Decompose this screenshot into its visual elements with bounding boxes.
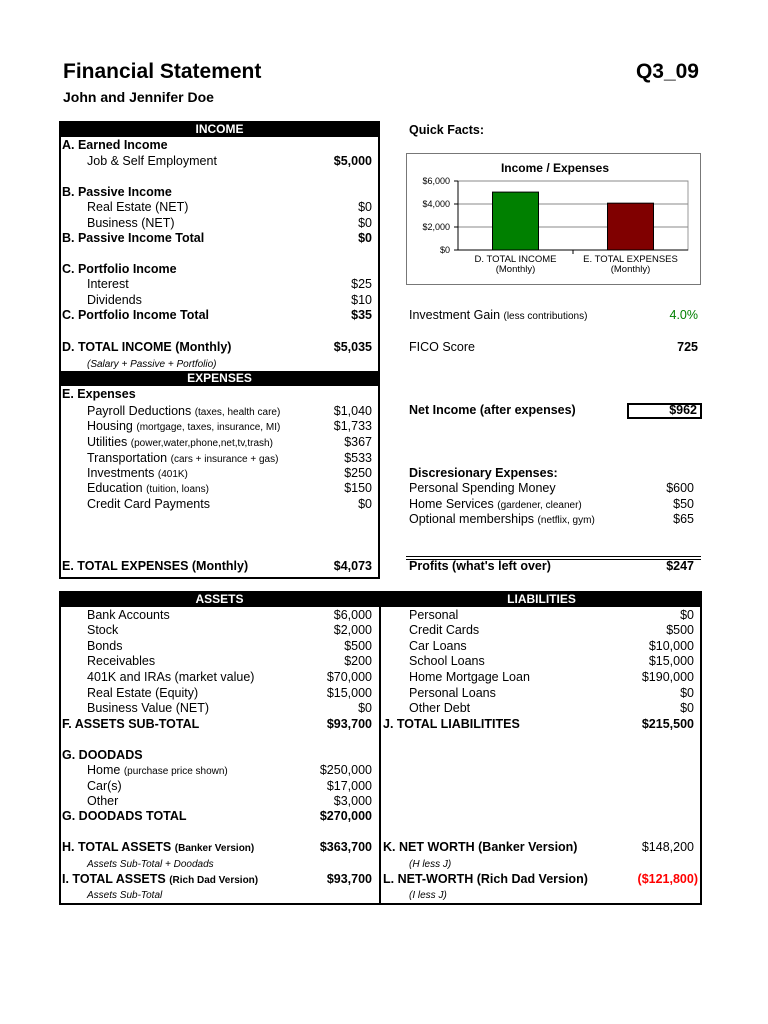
earned-income-label: A. Earned Income xyxy=(62,138,168,152)
chart-canvas xyxy=(407,154,700,284)
net-worth-rich-value: ($121,800) xyxy=(637,872,698,886)
portfolio-income-label: C. Portfolio Income xyxy=(62,262,177,276)
interest-value: $25 xyxy=(351,277,372,291)
doodad-note: (purchase price shown) xyxy=(123,766,228,777)
passive-total-label: B. Passive Income Total xyxy=(62,231,205,245)
expense-value: $367 xyxy=(344,435,372,449)
liability-value: $0 xyxy=(680,686,694,700)
real-estate-label: Real Estate (NET) xyxy=(87,200,189,214)
quarter-label: Q3_09 xyxy=(635,60,699,83)
total-assets-rich xyxy=(62,872,258,888)
x-tick-label: D. TOTAL INCOME xyxy=(474,254,557,265)
investment-gain xyxy=(409,308,587,324)
doodad-value: $3,000 xyxy=(333,794,372,808)
asset-label: Real Estate (Equity) xyxy=(87,686,199,700)
investment-gain-note: (less contributions) xyxy=(503,311,588,322)
expense-label: Utilities xyxy=(87,435,128,449)
liability-value: $10,000 xyxy=(648,639,694,653)
doodads-total-value: $270,000 xyxy=(319,809,372,823)
net-worth-banker-note: (H less J) xyxy=(409,859,452,870)
disc-label: Optional memberships xyxy=(409,512,535,526)
expense-value: $1,040 xyxy=(333,404,372,418)
expense-label: Investments xyxy=(87,466,155,480)
expense-note: (power,water,phone,net,tv,trash) xyxy=(130,438,273,449)
investment-gain-label: Investment Gain xyxy=(409,308,501,322)
asset-label: Receivables xyxy=(87,654,156,668)
disc-label: Personal Spending Money xyxy=(409,481,556,495)
total-liabilities-label: J. TOTAL LIABILITITES xyxy=(383,717,520,731)
expense-label: Credit Card Payments xyxy=(87,497,210,511)
asset-label: 401K and IRAs (market value) xyxy=(87,670,255,684)
asset-value: $70,000 xyxy=(326,670,372,684)
x-tick-sublabel: (Monthly) xyxy=(610,264,651,275)
total-assets-banker xyxy=(62,840,254,856)
total-assets-rich-note: Assets Sub-Total xyxy=(87,890,163,901)
real-estate-value: $0 xyxy=(358,200,372,214)
expense-value: $1,733 xyxy=(333,419,372,433)
income-heading: INCOME xyxy=(59,122,380,137)
disc-label: Home Services xyxy=(409,497,494,511)
liability-value: $15,000 xyxy=(648,654,694,668)
net-worth-banker-label: K. NET WORTH (Banker Version) xyxy=(383,840,578,854)
page-title: Financial Statement xyxy=(63,60,262,83)
expense-note: (401K) xyxy=(157,469,188,480)
expense-note: (mortgage, taxes, insurance, MI) xyxy=(136,422,281,433)
total-liabilities-value: $215,500 xyxy=(641,717,694,731)
disc-note: (netflix, gym) xyxy=(537,515,595,526)
total-assets-rich-label: I. TOTAL ASSETS xyxy=(62,872,166,886)
fico-value: 725 xyxy=(677,340,698,354)
liability-label: Personal Loans xyxy=(409,686,496,700)
total-income-note: (Salary + Passive + Portfolio) xyxy=(87,359,217,370)
net-worth-banker-value: $148,200 xyxy=(641,840,694,854)
net-income-label: Net Income (after expenses) xyxy=(409,403,576,417)
doodad-value: $250,000 xyxy=(319,763,372,777)
liability-value: $500 xyxy=(666,623,694,637)
expense-label: Education xyxy=(87,481,143,495)
profits-rule-1 xyxy=(406,556,701,557)
liability-label: Other Debt xyxy=(409,701,471,715)
job-value: $5,000 xyxy=(333,154,372,168)
assets-subtotal-value: $93,700 xyxy=(326,717,372,731)
net-worth-rich-label: L. NET-WORTH (Rich Dad Version) xyxy=(383,872,588,886)
profits-value: $247 xyxy=(666,559,694,573)
portfolio-total-label: C. Portfolio Income Total xyxy=(62,308,209,322)
expense-label: Payroll Deductions xyxy=(87,404,192,418)
dividends-label: Dividends xyxy=(87,293,142,307)
liability-label: Personal xyxy=(409,608,459,622)
total-income-value: $5,035 xyxy=(333,340,372,354)
total-assets-banker-suffix: (Banker Version) xyxy=(174,843,255,854)
expense-note: (cars + insurance + gas) xyxy=(170,454,279,465)
passive-total-value: $0 xyxy=(358,231,372,245)
net-worth-rich-note: (I less J) xyxy=(409,890,447,901)
expense-value: $250 xyxy=(344,466,372,480)
disc-value: $600 xyxy=(666,481,694,495)
liability-value: $0 xyxy=(680,701,694,715)
expense-item xyxy=(87,404,280,420)
total-expenses-value: $4,073 xyxy=(333,559,372,573)
liability-label: School Loans xyxy=(409,654,485,668)
total-assets-banker-note: Assets Sub-Total + Doodads xyxy=(87,859,214,870)
asset-label: Bonds xyxy=(87,639,123,653)
net-income-value: $962 xyxy=(669,403,697,417)
expense-item xyxy=(87,435,273,451)
liability-label: Car Loans xyxy=(409,639,467,653)
y-tick-label: $4,000 xyxy=(422,199,450,209)
expenses-label: E. Expenses xyxy=(62,387,136,401)
liability-label: Home Mortgage Loan xyxy=(409,670,530,684)
doodad-value: $17,000 xyxy=(326,779,372,793)
y-tick-label: $0 xyxy=(439,245,450,255)
passive-income-label: B. Passive Income xyxy=(62,185,172,199)
disc-item xyxy=(409,497,582,513)
total-assets-rich-suffix: (Rich Dad Version) xyxy=(169,875,259,886)
asset-label: Business Value (NET) xyxy=(87,701,210,715)
bar xyxy=(493,192,539,250)
expense-value: $0 xyxy=(358,497,372,511)
liability-value: $0 xyxy=(680,608,694,622)
asset-value: $200 xyxy=(344,654,372,668)
asset-value: $0 xyxy=(358,701,372,715)
y-tick-label: $2,000 xyxy=(422,222,450,232)
names-subtitle: John and Jennifer Doe xyxy=(63,89,214,105)
discretionary-heading: Discresionary Expenses: xyxy=(409,466,558,480)
asset-label: Bank Accounts xyxy=(87,608,170,622)
expense-value: $150 xyxy=(344,481,372,495)
doodad-label: Car(s) xyxy=(87,779,122,793)
doodads-label: G. DOODADS xyxy=(62,748,143,762)
total-assets-banker-label: H. TOTAL ASSETS xyxy=(62,840,172,854)
total-assets-banker-value: $363,700 xyxy=(319,840,372,854)
x-tick-label: E. TOTAL EXPENSES xyxy=(583,254,678,265)
disc-item xyxy=(409,512,595,528)
doodad-label: Home xyxy=(87,763,121,777)
disc-value: $50 xyxy=(673,497,694,511)
quick-facts-heading: Quick Facts: xyxy=(409,123,485,137)
expense-item xyxy=(87,481,209,497)
asset-value: $2,000 xyxy=(333,623,372,637)
disc-note: (gardener, cleaner) xyxy=(497,500,582,511)
expense-label: Transportation xyxy=(87,451,168,465)
fico-label: FICO Score xyxy=(409,340,475,354)
y-tick-label: $6,000 xyxy=(422,176,450,186)
liability-value: $190,000 xyxy=(641,670,694,684)
disc-value: $65 xyxy=(673,512,694,526)
interest-label: Interest xyxy=(87,277,129,291)
doodads-total-label: G. DOODADS TOTAL xyxy=(62,809,187,823)
expense-item xyxy=(87,451,278,467)
income-expenses-chart xyxy=(406,153,701,285)
expense-note: (tuition, loans) xyxy=(146,484,209,495)
asset-value: $500 xyxy=(344,639,372,653)
expense-value: $533 xyxy=(344,451,372,465)
asset-value: $15,000 xyxy=(326,686,372,700)
dividends-value: $10 xyxy=(351,293,372,307)
liabilities-heading: LIABILITIES xyxy=(507,592,576,606)
asset-label: Stock xyxy=(87,623,119,637)
business-label: Business (NET) xyxy=(87,216,175,230)
total-assets-rich-value: $93,700 xyxy=(326,872,372,886)
job-label: Job & Self Employment xyxy=(87,154,217,168)
x-tick-sublabel: (Monthly) xyxy=(495,264,536,275)
expense-note: (taxes, health care) xyxy=(194,407,281,418)
portfolio-total-value: $35 xyxy=(351,308,372,322)
assets-heading: ASSETS xyxy=(195,592,244,606)
total-expenses-label: E. TOTAL EXPENSES (Monthly) xyxy=(62,559,249,573)
asset-value: $6,000 xyxy=(333,608,372,622)
assets-subtotal-label: F. ASSETS SUB-TOTAL xyxy=(62,717,200,731)
liability-label: Credit Cards xyxy=(409,623,480,637)
column-divider xyxy=(379,592,381,904)
expense-label: Housing xyxy=(87,419,133,433)
investment-gain-value: 4.0% xyxy=(669,308,698,322)
doodad-item xyxy=(87,763,228,779)
chart-title: Income / Expenses xyxy=(500,161,610,175)
business-value: $0 xyxy=(358,216,372,230)
expense-item xyxy=(87,419,280,435)
bar xyxy=(608,203,654,250)
total-income-label: D. TOTAL INCOME (Monthly) xyxy=(62,340,232,354)
profits-label: Profits (what's left over) xyxy=(409,559,551,573)
expenses-heading: EXPENSES xyxy=(59,371,380,386)
expense-item xyxy=(87,466,188,482)
doodad-label: Other xyxy=(87,794,119,808)
expense-item xyxy=(87,497,210,512)
